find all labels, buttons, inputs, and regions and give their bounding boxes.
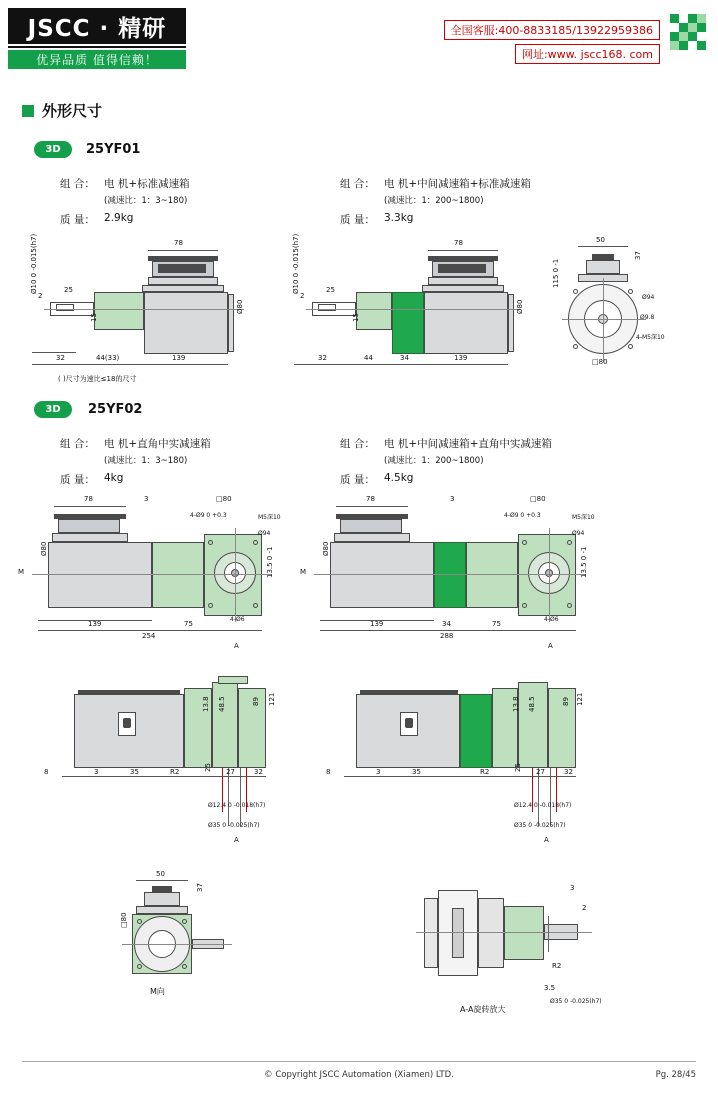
logo-divider [8,46,186,48]
dim-b2-2-right: 34 [442,620,451,628]
face-d80-1: □80 [592,358,608,366]
dim-k2-left: 2 [38,292,43,300]
dim-m-2-left: M [18,568,25,576]
dim-v7-2-right: 32 [564,768,573,776]
mass-value-2-left: 4kg [104,472,124,484]
combo-label-1-left: 组 合： [60,178,95,190]
dim-b1-2-right: 139 [370,620,384,628]
aa-shaft: Ø35 0 -0.025(h7) [550,998,602,1005]
dim-key-left: 15 [90,313,98,322]
mview-caption: M向 [150,987,165,996]
dim-shaft2-2-left: Ø35 0 -0.025(h7) [208,822,260,829]
combo-value-1-right: 电 机+中间减速箱+标准减速箱 [384,178,531,190]
aa-t2: 2 [582,904,587,912]
mass-value-1-right: 3.3kg [384,212,414,224]
combo-value-1-left: 电 机+标准减速箱 [104,178,190,190]
dim-v3-2-right: 35 [412,768,421,776]
dim-b3-right: 34 [400,354,409,362]
section-title [22,100,102,121]
drawing-25yf01-right [284,233,524,381]
mview-sq: □80 [120,912,128,928]
dim-t3-2-right: □80 [530,495,546,503]
dim-screw-2-left: M5深10 [258,514,281,521]
bullet-square-icon [22,105,34,117]
model-name-1: 25YF01 [86,142,141,157]
dim-b1-right: 32 [318,354,327,362]
mass-label-2-left: 质 量： [60,474,95,486]
note-25yf01: ( )尺寸为速比≤18的尺寸 [58,375,137,383]
combo-label-2-right: 组 合： [340,438,375,450]
footer-divider [22,1061,696,1062]
logo-text: JSCC · 精研 [27,15,167,42]
drawing-25yf01-faceview [548,236,698,381]
dim-v4-2-left: R2 [170,768,180,776]
dim-t2-2-right: 3 [450,495,455,503]
badge-3d-model-1[interactable]: 3D [34,141,72,158]
dim-v10-2-right: 89 [562,697,570,706]
company-logo [8,8,186,44]
badge-3d-model-2[interactable]: 3D [34,401,72,418]
face-d94-1: Ø94 [642,294,655,301]
dim-v10-2-left: 89 [252,697,260,706]
face-dsmall-1: Ø9.8 [640,314,655,321]
dim-shaft-right: Ø10 0 -0.015(h7) [292,233,300,294]
dim-t1-2-right: 78 [366,495,375,503]
dim-d80-2-left: Ø80 [40,541,48,556]
face-w-1: 50 [596,236,605,244]
footer-copyright: © Copyright JSCC Automation (Xiamen) LTD. [264,1070,454,1080]
dim-v2-2-right: 3 [376,768,381,776]
combo-value-2-left: 电 机+直角中实减速箱 [104,438,211,450]
dim-b2-2-left: 75 [184,620,193,628]
ratio-2-right: (减速比：1：200~1800) [384,456,484,466]
dim-v11-2-right: 121 [576,692,584,706]
section-marker-a2-2-left: A [234,836,239,844]
combo-label-1-right: 组 合： [340,178,375,190]
dim-hole-2-left: 4-Ø9 0 +0.3 [190,512,227,519]
aa-caption: A-A旋转放大 [460,1005,506,1014]
mview-w: 50 [156,870,165,878]
dim-v11-2-left: 121 [268,692,276,706]
dim-b4-2-right: 288 [440,632,454,640]
dim-v9-2-left: 48.5 [218,696,226,712]
dim-d94-2-right: Ø94 [572,530,585,537]
dim-side-2-left: 13.5 0 -1 [266,546,274,578]
mass-label-1-left: 质 量： [60,214,95,226]
ratio-1-left: (减速比：1：3~180) [104,196,188,206]
dim-b4-2-left: 4-Ø6 [230,616,245,623]
dim-hole-2-right: 4-Ø9 0 +0.3 [504,512,541,519]
mass-value-2-right: 4.5kg [384,472,414,484]
drawing-25yf02-left-front [18,676,278,861]
drawing-m-view [96,870,266,1016]
dim-v3-2-left: 35 [130,768,139,776]
dim-b3-2-right: 75 [492,620,501,628]
dim-b1-2-left: 139 [88,620,102,628]
section-marker-a-2-right: A [548,642,553,650]
dim-b1-left: 32 [56,354,65,362]
combo-label-2-left: 组 合： [60,438,95,450]
model-name-2: 25YF02 [88,402,143,417]
dim-v9-2-right: 48.5 [528,696,536,712]
dim-v4-2-right: R2 [480,768,490,776]
face-h-1: 37 [634,251,642,260]
dim-b2-right: 44 [364,354,373,362]
section-marker-a-2-left: A [234,642,239,650]
dim-shaft1-2-right: Ø12.4 0 -0.018(h7) [514,802,572,809]
dim-v8-2-left: 13.8 [202,696,210,712]
dim-v2-2-left: 3 [94,768,99,776]
drawing-25yf02-left-top [18,490,281,655]
drawing-25yf02-right-top [300,490,595,655]
dim-shaft2-2-right: Ø35 0 -0.025(h7) [514,822,566,829]
dim-key-right: 15 [352,313,360,322]
dim-k-left: 25 [64,286,73,294]
dim-v7-2-left: 32 [254,768,263,776]
ratio-2-left: (减速比：1：3~180) [104,456,188,466]
combo-value-2-right: 电 机+中间减速箱+直角中实减速箱 [384,438,552,450]
dim-shaft1-2-left: Ø12.4 0 -0.018(h7) [208,802,266,809]
mass-label-1-right: 质 量： [340,214,375,226]
dim-side-2-right: 13.5 0 -1 [580,546,588,578]
dim-v1-2-right: 8 [326,768,331,776]
dim-v5-2-right: 25 [514,763,522,772]
dim-b3-left: 139 [172,354,186,362]
dim-k-right: 25 [326,286,335,294]
page-header [0,0,718,78]
dim-top-78-right: 78 [454,239,463,247]
service-hotline: 全国客服:400-8833185/13922959386 [444,20,660,40]
drawing-25yf02-right-front [300,676,584,861]
logo-tagline: 优异品质 值得信赖！ [8,50,186,69]
dim-d80-2-right: Ø80 [322,541,330,556]
face-v-1: 115 0 -1 [552,258,560,288]
website-url: 网址:www. jscc168. com [515,44,660,64]
contact-block [444,20,660,64]
dim-t1-2-left: 78 [84,495,93,503]
dim-m-2-right: M [300,568,307,576]
dim-t3-2-left: □80 [216,495,232,503]
drawing-aa-section [400,876,600,1016]
dim-v5-2-left: 25 [204,763,212,772]
section-title-label: 外形尺寸 [42,102,103,120]
mass-label-2-right: 质 量： [340,474,375,486]
mview-h: 37 [196,883,204,892]
dim-v1-2-left: 8 [44,768,49,776]
footer-page-number: Pg. 28/45 [655,1070,696,1080]
dim-v8-2-right: 13.8 [512,696,520,712]
ratio-1-right: (减速比：1：200~1800) [384,196,484,206]
dim-b5-2-right: 4-Ø6 [544,616,559,623]
dim-d94-2-left: Ø94 [258,530,271,537]
dim-screw-2-right: M5深10 [572,514,595,521]
dim-d80-left: Ø80 [236,299,244,314]
aa-d35: 3.5 [544,984,556,992]
dim-k2-right: 2 [300,292,305,300]
dim-b4-right: 139 [454,354,468,362]
dim-d80-right: Ø80 [516,299,524,314]
dim-v6-2-right: 27 [536,768,545,776]
mass-value-1-left: 2.9kg [104,212,134,224]
checker-decoration [670,14,706,50]
dim-v6-2-left: 27 [226,768,235,776]
aa-t3: 3 [570,884,575,892]
dim-shaft-left: Ø10 0 -0.015(h7) [30,233,38,294]
section-marker-a2-2-right: A [544,836,549,844]
drawing-25yf01-left [20,233,270,381]
dim-b2-left: 44(33) [96,354,120,362]
dim-t2-2-left: 3 [144,495,149,503]
aa-r2: R2 [552,962,562,970]
dim-b3-2-left: 254 [142,632,156,640]
face-screw-1: 4-M5深10 [636,334,665,341]
dim-top-78-left: 78 [174,239,183,247]
